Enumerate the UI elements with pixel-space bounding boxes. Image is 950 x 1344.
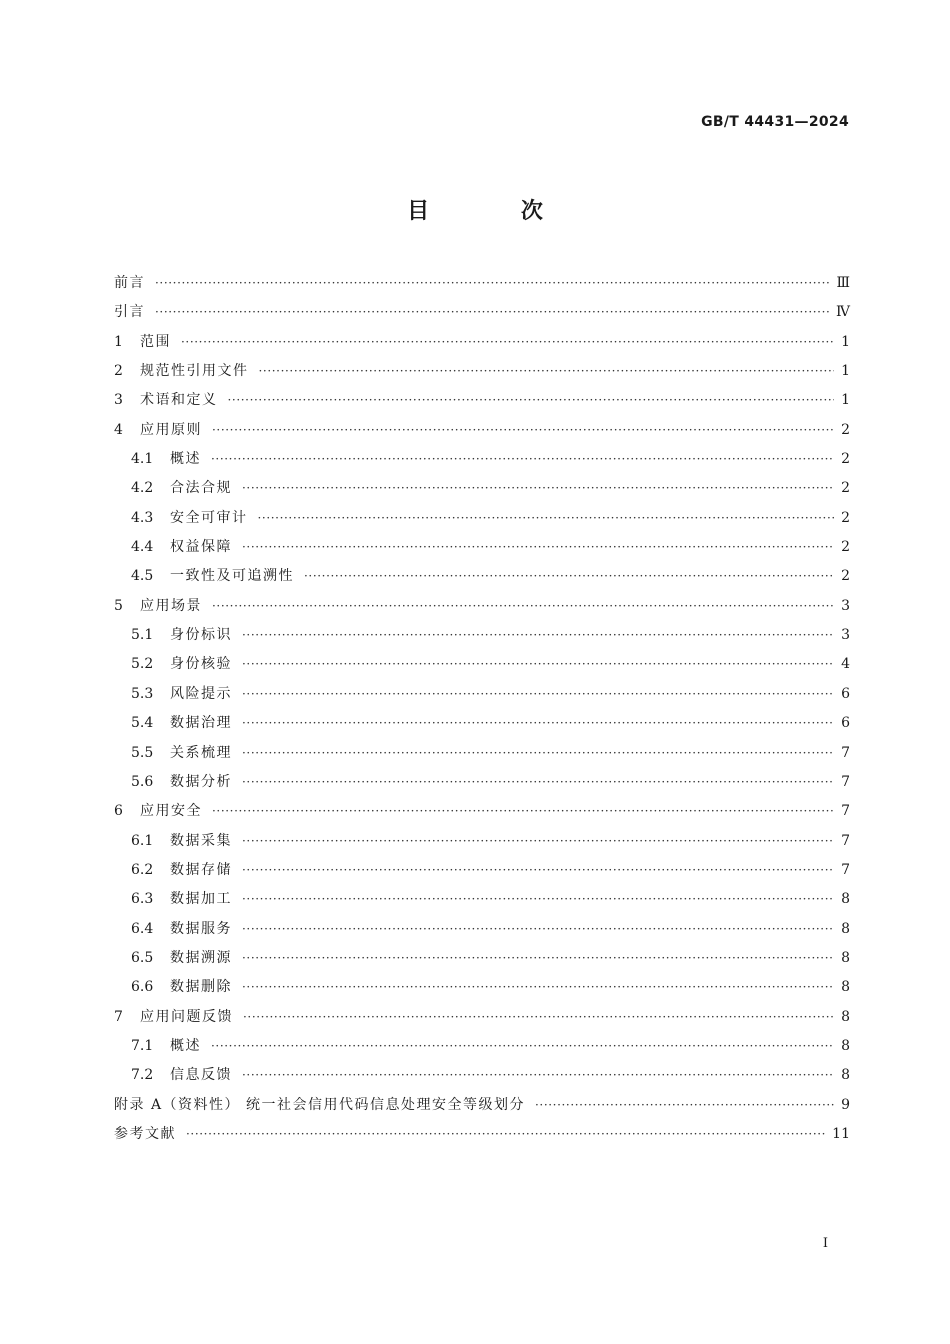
toc-leader-dots	[242, 856, 834, 885]
toc-leader-dots	[242, 944, 834, 973]
toc-entry[interactable]	[114, 680, 850, 709]
toc-entry-number: 6.6	[131, 979, 154, 996]
toc-entry-number: 6	[114, 803, 123, 820]
toc-entry-label: 前言	[114, 275, 145, 291]
toc-leader-dots	[535, 1091, 834, 1120]
toc-entry[interactable]	[114, 504, 850, 533]
toc-entry-number: 7	[114, 1008, 123, 1025]
toc-entry-page: 2	[841, 480, 850, 497]
toc-entry-page: 7	[841, 744, 850, 761]
toc-entry[interactable]	[114, 328, 850, 357]
toc-entry[interactable]	[114, 768, 850, 797]
toc-entry-label: 一致性及可追溯性	[170, 568, 294, 585]
toc-entry-number: 3	[114, 392, 123, 409]
toc-entry-label: 数据分析	[170, 773, 232, 790]
toc-entry-label: 数据删除	[170, 979, 232, 996]
toc-entry-label: 参考文献	[114, 1125, 176, 1142]
toc-leader-dots	[242, 885, 834, 914]
toc-entry-page: 2	[841, 509, 850, 526]
toc-entry-label: 数据溯源	[170, 949, 232, 966]
toc-entry[interactable]	[114, 1032, 850, 1061]
toc-entry[interactable]	[114, 739, 850, 768]
toc-entry-label: 引言	[114, 304, 145, 321]
toc-entry-page: 9	[841, 1096, 850, 1113]
toc-entry[interactable]	[114, 1003, 850, 1032]
toc-entry[interactable]	[114, 445, 850, 474]
toc-entry-number: 4.2	[131, 480, 154, 497]
toc-entry-page: 6	[841, 715, 850, 732]
toc-entry-label: 数据加工	[170, 891, 232, 908]
toc-leader-dots	[242, 915, 834, 944]
toc-leader-dots	[242, 650, 834, 679]
toc-leader-dots	[212, 416, 834, 445]
toc-leader-dots	[242, 768, 834, 797]
toc-entry-number: 5.6	[131, 773, 154, 790]
toc-entry-label: 概述	[170, 1037, 201, 1054]
toc-entry-number: 2	[114, 363, 123, 380]
toc-entry-page: 8	[841, 979, 850, 996]
toc-entry-label: 应用场景	[140, 597, 202, 614]
toc-entry[interactable]	[114, 973, 850, 1002]
toc-entry-page: 8	[841, 1067, 850, 1084]
toc-entry-page: 7	[841, 861, 850, 878]
toc-entry-label: 范围	[140, 333, 171, 350]
toc-entry[interactable]	[114, 386, 850, 415]
toc-entry-page: 4	[841, 656, 850, 673]
toc-entry-page: 1	[841, 392, 850, 409]
toc-entry-number: 5.4	[131, 715, 154, 732]
toc-entry[interactable]	[114, 298, 850, 327]
toc-leader-dots	[242, 680, 834, 709]
toc-entry[interactable]	[114, 797, 850, 826]
toc-entry-page: 2	[841, 451, 850, 468]
toc-entry[interactable]	[114, 1091, 850, 1120]
toc-entry-label: 应用原则	[140, 421, 202, 438]
toc-leader-dots	[155, 298, 830, 327]
toc-entry[interactable]	[114, 650, 850, 679]
toc-entry-number: 5.3	[131, 685, 154, 702]
toc-leader-dots	[242, 739, 834, 768]
toc-entry[interactable]	[114, 416, 850, 445]
toc-entry-number: 5	[114, 597, 123, 614]
toc-leader-dots	[242, 474, 834, 503]
toc-entry-number: 6.3	[131, 891, 154, 908]
toc-entry-label: 数据存储	[170, 861, 232, 878]
toc-entry-label: 信息反馈	[170, 1067, 232, 1084]
toc-entry-number: 4	[114, 421, 123, 438]
toc-entry[interactable]	[114, 621, 850, 650]
toc-entry-number: 6.5	[131, 949, 154, 966]
toc-entry[interactable]	[114, 1120, 850, 1149]
toc-leader-dots	[242, 973, 834, 1002]
toc-entry[interactable]	[114, 915, 850, 944]
toc-leader-dots	[186, 1120, 826, 1149]
toc-entry-page: 8	[841, 949, 850, 966]
toc-entry-label: 身份标识	[170, 627, 232, 644]
toc-entry-label: 数据采集	[170, 832, 232, 849]
toc-entry-number: 6.1	[131, 832, 154, 849]
toc-entry-page: 8	[841, 1008, 850, 1025]
toc-entry-page: 2	[841, 568, 850, 585]
toc-entry-page: 2	[841, 539, 850, 556]
toc-entry-page: 8	[841, 920, 850, 937]
toc-entry-label: 风险提示	[170, 685, 232, 702]
toc-entry-page: 2	[841, 421, 850, 438]
toc-entry-number: 7.1	[131, 1037, 154, 1054]
toc-entry-number: 4.4	[131, 539, 154, 556]
toc-leader-dots	[242, 533, 834, 562]
toc-entry-page: Ⅳ	[836, 304, 850, 321]
standard-code: GB/T 44431—2024	[701, 114, 849, 130]
toc-entry-label: 权益保障	[170, 539, 232, 556]
toc-leader-dots	[242, 709, 834, 738]
toc-entry-page: 3	[841, 597, 850, 614]
toc-entry[interactable]	[114, 533, 850, 562]
toc-entry-page: 11	[832, 1125, 850, 1142]
toc-entry-label: 合法合规	[170, 480, 232, 497]
toc-entry-page: 7	[841, 832, 850, 849]
toc-leader-dots	[242, 827, 834, 856]
toc-entry-number: 1	[114, 333, 123, 350]
toc-entry-label: 规范性引用文件	[140, 363, 249, 380]
page-title: 目 次	[407, 199, 585, 224]
toc-entry[interactable]	[114, 856, 850, 885]
toc-entry[interactable]	[114, 357, 850, 386]
toc-entry-page: 1	[841, 333, 850, 350]
toc-entry-label: 数据服务	[170, 920, 232, 937]
toc-entry-page: 7	[841, 803, 850, 820]
toc-entry[interactable]	[114, 709, 850, 738]
toc-entry-label: 附录 A（资料性） 统一社会信用代码信息处理安全等级划分	[114, 1096, 526, 1113]
toc-entry-label: 应用安全	[140, 803, 202, 820]
table-of-contents	[114, 269, 850, 1149]
page-number: I	[822, 1236, 828, 1251]
toc-leader-dots	[243, 1003, 834, 1032]
toc-entry-label: 关系梳理	[170, 744, 232, 761]
toc-leader-dots	[304, 562, 834, 591]
toc-entry-label: 数据治理	[170, 715, 232, 732]
toc-leader-dots	[212, 797, 834, 826]
toc-entry-page: 3	[841, 627, 850, 644]
toc-leader-dots	[212, 592, 834, 621]
toc-entry-label: 安全可审计	[170, 509, 248, 526]
toc-leader-dots	[242, 621, 834, 650]
toc-entry[interactable]	[114, 592, 850, 621]
toc-leader-dots	[258, 504, 835, 533]
toc-entry-page: 8	[841, 891, 850, 908]
toc-entry[interactable]	[114, 562, 850, 591]
toc-entry[interactable]	[114, 885, 850, 914]
toc-leader-dots	[242, 1061, 834, 1090]
toc-entry[interactable]	[114, 944, 850, 973]
toc-entry-number: 4.5	[131, 568, 154, 585]
toc-leader-dots	[211, 445, 834, 474]
toc-leader-dots	[211, 1032, 834, 1061]
toc-entry-number: 6.4	[131, 920, 154, 937]
toc-leader-dots	[228, 386, 835, 415]
toc-entry-number: 7.2	[131, 1067, 154, 1084]
toc-entry[interactable]	[114, 1061, 850, 1090]
toc-leader-dots	[155, 269, 830, 298]
toc-entry[interactable]	[114, 827, 850, 856]
toc-entry-page: Ⅲ	[836, 275, 850, 291]
toc-entry-label: 术语和定义	[140, 392, 218, 409]
toc-entry-label: 身份核验	[170, 656, 232, 673]
toc-entry-number: 4.1	[131, 451, 154, 468]
toc-entry-page: 7	[841, 773, 850, 790]
toc-entry-number: 4.3	[131, 509, 154, 526]
toc-entry-page: 8	[841, 1037, 850, 1054]
toc-entry-number: 5.1	[131, 627, 154, 644]
toc-entry-page: 1	[841, 363, 850, 380]
toc-entry-number: 5.2	[131, 656, 154, 673]
toc-entry-label: 概述	[170, 451, 201, 468]
toc-entry[interactable]	[114, 474, 850, 503]
toc-entry-number: 6.2	[131, 861, 154, 878]
toc-leader-dots	[181, 328, 834, 357]
toc-entry-page: 6	[841, 685, 850, 702]
toc-entry-number: 5.5	[131, 744, 154, 761]
toc-leader-dots	[259, 357, 835, 386]
toc-entry-label: 应用问题反馈	[140, 1008, 233, 1025]
toc-entry[interactable]	[114, 269, 850, 298]
